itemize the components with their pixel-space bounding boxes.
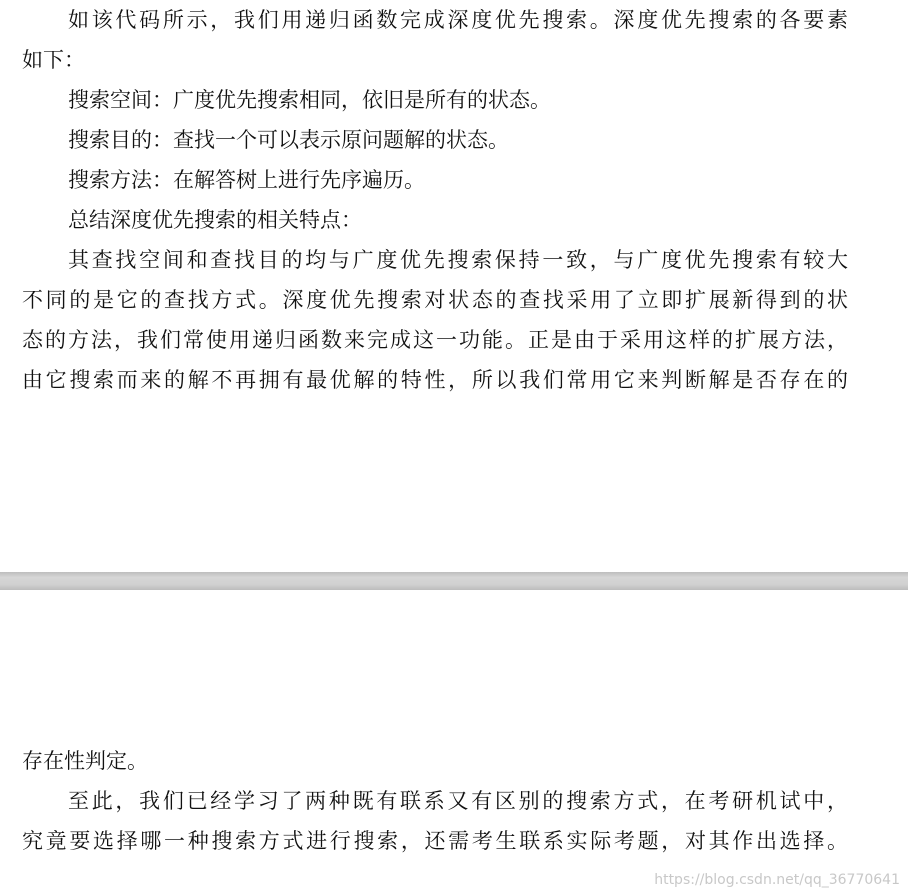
paragraph-line: 究竟要选择哪一种搜索方式进行搜索，还需考生联系实际考题，对其作出选择。 [22,829,848,853]
paragraph-line: 至此，我们已经学习了两种既有联系又有区别的搜索方式，在考研机试中， [68,789,848,813]
paragraph-line: 存在性判定。 [22,749,148,773]
paragraph-line: 态的方法，我们常使用递归函数来完成这一功能。正是由于采用这样的扩展方法， [22,328,848,352]
document-page-2 [0,590,908,896]
paragraph-line: 如下： [22,48,85,72]
watermark: https://blog.csdn.net/qq_36770641 [654,872,900,888]
list-item-search-method: 搜索方法：在解答树上进行先序遍历。 [68,168,425,192]
page-separator [0,572,908,590]
paragraph-line: 如该代码所示，我们用递归函数完成深度优先搜索。深度优先搜索的各要素 [68,8,848,32]
list-item-search-goal: 搜索目的：查找一个可以表示原问题解的状态。 [68,128,509,152]
list-item-search-space: 搜索空间：广度优先搜索相同，依旧是所有的状态。 [68,88,551,112]
paragraph-line: 由它搜索而来的解不再拥有最优解的特性，所以我们常用它来判断解是否存在的 [22,368,848,392]
paragraph-line: 其查找空间和查找目的均与广度优先搜索保持一致，与广度优先搜索有较大 [68,248,848,272]
section-lead: 总结深度优先搜索的相关特点： [68,208,362,232]
paragraph-line: 不同的是它的查找方式。深度优先搜索对状态的查找采用了立即扩展新得到的状 [22,288,848,312]
